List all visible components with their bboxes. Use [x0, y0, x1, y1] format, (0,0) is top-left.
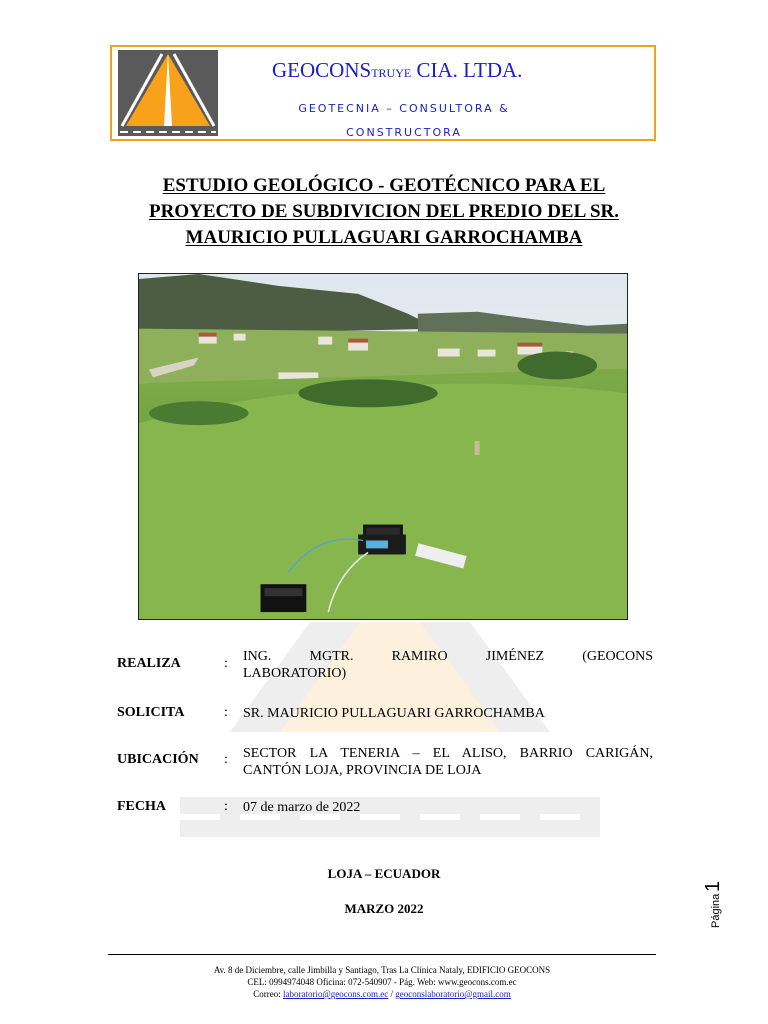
site-photo — [138, 273, 628, 620]
footer-divider — [108, 954, 656, 955]
footer — [108, 964, 656, 1000]
date-text: MARZO 2022 — [344, 901, 424, 916]
solicita-label: SOLICITA — [117, 705, 185, 720]
company-tagline: GEOTECNIA – CONSULTORA & CONSTRUCTORA — [298, 102, 510, 139]
footer-address: Av. 8 de Diciembre, calle Jimbilla y Santiago, Tras La Clínica Nataly, EDIFICIO GEOCONS — [213, 965, 551, 975]
fecha-label: FECHA — [117, 799, 166, 814]
document-title: ESTUDIO GEOLÓGICO - GEOTÉCNICO PARA EL PROYECTO DE SUBDIVICION DEL PREDIO DEL SR. MAURICIO PULLAGUARI GARROCHAMBA — [149, 175, 619, 248]
solicita-value: SR. MAURICIO PULLAGUARI GARROCHAMBA — [243, 706, 545, 721]
realiza-colon: : — [224, 656, 228, 671]
place-text: LOJA – ECUADOR — [327, 866, 441, 881]
ubicacion-value: SECTOR LA TENERIA – EL ALISO, BARRIO CARIGÁN, CANTÓN LOJA, PROVINCIA DE LOJA — [243, 746, 653, 778]
company-name: GEOCONSTRUYE CIA. LTDA. — [272, 58, 523, 82]
ubicacion-colon: : — [224, 752, 228, 767]
solicita-colon: : — [224, 705, 228, 720]
fecha-colon: : — [224, 799, 228, 814]
email-link-2[interactable]: geoconslaboratorio@gmail.com — [395, 989, 511, 999]
realiza-value: ING. MGTR. RAMIRO JIMÉNEZ (GEOCONS LABORATORIO) — [243, 649, 653, 681]
footer-email: Correo: laboratorio@geocons.com.ec / geoconslaboratorio@gmail.com — [253, 989, 511, 999]
page-number — [693, 870, 733, 930]
fecha-value: 07 de marzo de 2022 — [243, 800, 361, 815]
email-link-1[interactable]: laboratorio@geocons.com.ec — [282, 989, 389, 999]
svg-text:1: 1 — [702, 880, 724, 892]
svg-text:Página: Página — [710, 893, 722, 928]
footer-contact: CEL: 0994974048 Oficina: 072-540907 - Pág. Web: www.geocons.com.ec — [247, 977, 517, 987]
ubicacion-label: UBICACIÓN — [117, 752, 199, 767]
header-box — [110, 45, 656, 141]
company-logo — [118, 50, 218, 136]
realiza-label: REALIZA — [117, 656, 181, 671]
